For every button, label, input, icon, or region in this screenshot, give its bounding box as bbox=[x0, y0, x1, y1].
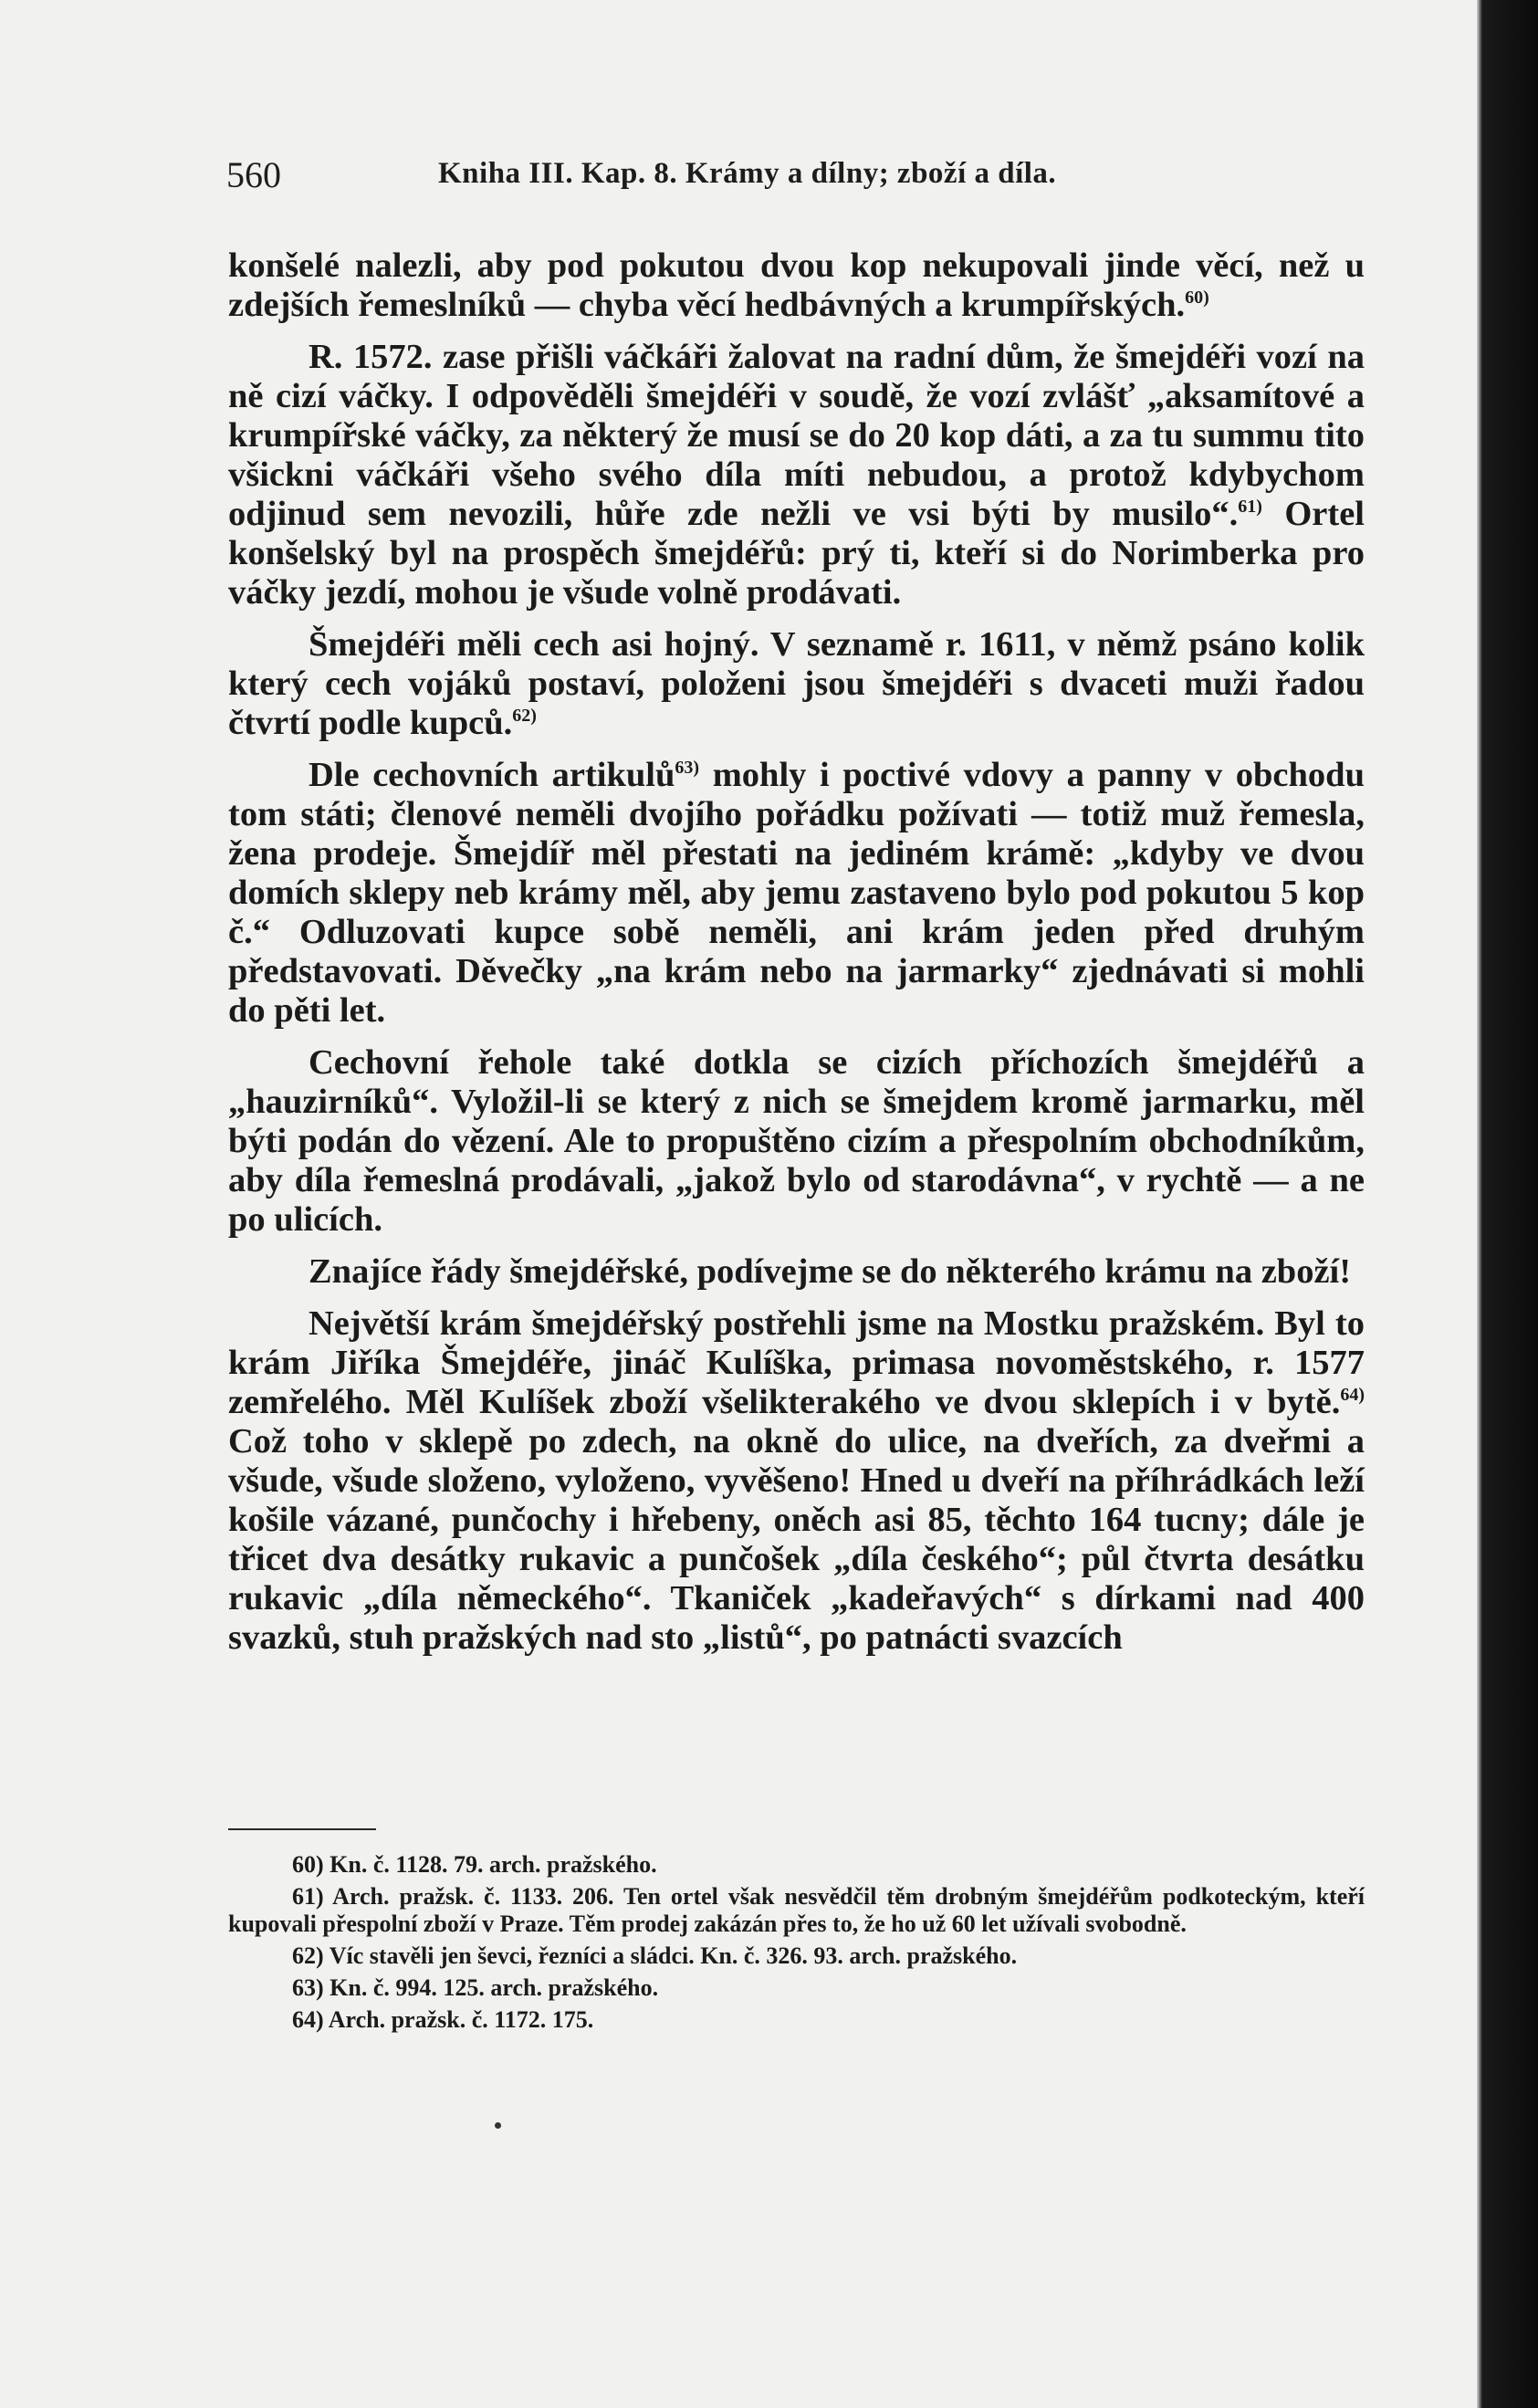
paragraph bbox=[228, 756, 1365, 1031]
footnote: 61) Arch. pražsk. č. 1133. 206. Ten ortel však nesvědčil těm drobným šmejdéřům podkoteckým, kteří kupovali přespolní zboží v Praze. Těm prodej zakázán přes to, že ho už 60 let užívali svobodně. bbox=[228, 1883, 1365, 1937]
page-number: 560 bbox=[226, 154, 281, 195]
paragraph bbox=[228, 625, 1365, 743]
footnote-reference: 60) bbox=[1185, 288, 1209, 309]
paragraph-text: Šmejdéři měli cech asi hojný. V seznamě r. 1611, v němž psáno kolik který cech vojáků postaví, položeni jsou šmejdéři s dvaceti muži řadou čtvrtí podle kupců. bbox=[228, 625, 1365, 742]
footnote: 64) Arch. pražsk. č. 1172. 175. bbox=[292, 2006, 594, 2033]
paragraph-text: konšelé nalezli, aby pod pokutou dvou kop nekupovali jinde věcí, než u zdejších řemeslníků — chyba věcí hedbávných a krumpířských. bbox=[228, 246, 1365, 324]
running-title: Kniha III. Kap. 8. Krámy a dílny; zboží a díla. bbox=[438, 157, 1057, 190]
footnote-reference: 61) bbox=[1238, 497, 1262, 518]
paragraph-text: Cechovní řehole také dotkla se cizích příchozích šmejdéřů a „hauzirníků“. Vyložil-li se který z nich se šmejdem kromě jarmarku, měl býti podán do vězení. Ale to propuštěno cizím a přespolním obchodníkům, aby díla řemeslná prodávali, „jakož bylo od starodávna“, v rychtě — a ne po ulicích. bbox=[228, 1043, 1365, 1239]
footnote: 62) Víc stavěli jen ševci, řezníci a sládci. Kn. č. 326. 93. arch. pražského. bbox=[292, 1942, 1018, 1969]
footnote: 63) Kn. č. 994. 125. arch. pražského. bbox=[292, 1974, 659, 2001]
paragraph bbox=[228, 1304, 1365, 1658]
footnote-reference: 62) bbox=[512, 706, 537, 727]
scan-edge bbox=[1477, 0, 1538, 2408]
paragraph bbox=[228, 338, 1365, 612]
paragraph bbox=[228, 246, 1365, 325]
speck-mark bbox=[495, 2122, 501, 2129]
footnote-reference: 63) bbox=[675, 758, 700, 779]
paragraph bbox=[228, 1252, 1365, 1292]
paragraph-text: Dle cechovních artikulů bbox=[309, 756, 675, 794]
paragraph bbox=[228, 1043, 1365, 1240]
paragraph-text: Ortel konšelský byl na prospěch šmejdéřů: prý ti, kteří si do Norimberka pro váčky jezdí, mohou je všude volně prodávati. bbox=[228, 495, 1365, 612]
main-text bbox=[228, 246, 1365, 1670]
footnote: 60) Kn. č. 1128. 79. arch. pražského. bbox=[292, 1851, 657, 1878]
footnote-separator bbox=[228, 1828, 376, 1830]
paragraph-text: R. 1572. zase přišli váčkáři žalovat na radní dům, že šmejdéři vozí na ně cizí váčky. I odpověděli šmejdéři v soudě, že vozí zvlášť „aksamítové a krumpířské váčky, za některý že musí se do 20 kop dáti, a za tu summu tito všickni váčkáři všeho svého díla míti nebudou, a protož kdybychom odjinud sem nevozili, hůře zde nežli ve vsi býti by musilo“. bbox=[228, 338, 1365, 533]
paragraph-text: mohly i poctivé vdovy a panny v obchodu tom státi; členové neměli dvojího pořádku požívati — totiž muž řemesla, žena prodeje. Šmejdíř měl přestati na jediném krámě: „kdyby ve dvou domích sklepy neb krámy měl, aby jemu zastaveno bylo pod pokutou 5 kop č.“ Odluzovati kupce sobě neměli, ani krám jeden před druhým představovati. Děvečky „na krám nebo na jarmarky“ zjednávati si mohli do pěti let. bbox=[228, 756, 1365, 1030]
paragraph-text: Znajíce řády šmejdéřské, podívejme se do některého krámu na zboží! bbox=[309, 1252, 1352, 1291]
paragraph-text: Největší krám šmejdéřský postřehli jsme na Mostku pražském. Byl to krám Jiříka Šmejdéře, jináč Kulíška, primasa novoměstského, r. 1577 zemřelého. Měl Kulíšek zboží všelikterakého ve dvou sklepích i v bytě. bbox=[228, 1304, 1365, 1421]
paragraph-text: Což toho v sklepě po zdech, na okně do ulice, na dveřích, za dveřmi a všude, všude složeno, vyloženo, vyvěšeno! Hned u dveří na příhrádkách leží košile vázané, punčochy i hřebeny, oněch asi 85, těchto 164 tucny; dále je třicet dva desátky rukavic a punčošek „díla českého“; půl čtvrta desátku rukavic „díla německého“. Tkaniček „kadeřavých“ s dírkami nad 400 svazků, stuh pražských nad sto „listů“, po patnácti svazcích bbox=[228, 1422, 1365, 1657]
footnote-reference: 64) bbox=[1340, 1385, 1365, 1406]
footnotes bbox=[228, 1851, 1365, 2038]
running-header bbox=[226, 153, 1376, 199]
